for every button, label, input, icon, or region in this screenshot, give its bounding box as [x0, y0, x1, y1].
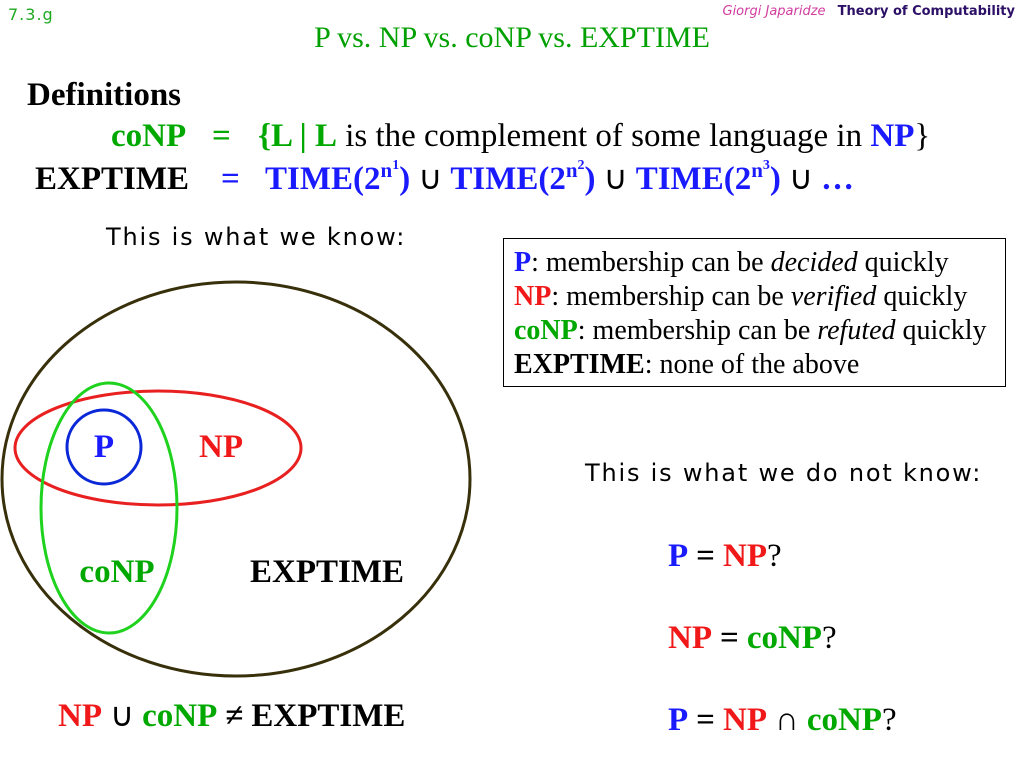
union-symbol: ∪ [603, 161, 628, 197]
union-symbol: ∪ [788, 161, 814, 197]
exponent: n2 [565, 158, 585, 182]
open-question-np-conp: NP = coNP? [668, 620, 837, 656]
course-credit [723, 4, 1016, 20]
conp-definition [258, 120, 930, 153]
open-question-p-np-intersect-conp: P = NP ∩ coNP? [668, 702, 897, 738]
venn-label-conp: coNP [79, 554, 155, 590]
intersection-symbol: ∩ [774, 702, 799, 738]
course-name: Theory of Computability [837, 4, 1015, 19]
venn-label-p: P [93, 429, 115, 465]
conp-class-np: NP [870, 118, 915, 154]
open-question-p-np: P = NP? [668, 538, 782, 574]
definitions-heading: Definitions [27, 77, 182, 113]
exponent: n3 [751, 158, 770, 182]
conp-ellipse [41, 383, 177, 633]
unknown-heading: This is what we do not know: [585, 459, 983, 487]
slide-number: 7.3.g [8, 5, 54, 24]
power: 2 [577, 158, 585, 173]
union-symbol: ∪ [418, 161, 443, 197]
exponent: n1 [380, 158, 400, 182]
time-term: $TIME(2^{n^3})$ [635, 158, 781, 197]
property-line-p: P: membership can be decided quickly [514, 247, 949, 278]
ellipsis: … [821, 161, 855, 197]
conp-term: coNP [111, 118, 187, 154]
property-line-conp: coNP: membership can be refuted quickly [514, 315, 987, 346]
exptime-equals: = [221, 161, 240, 197]
exptime-ellipse [2, 282, 470, 676]
conp-equals: = [212, 118, 231, 154]
class-properties-box [503, 238, 1006, 387]
conp-description: is the complement of some language in [336, 118, 871, 154]
venn-label-np: NP [199, 429, 243, 465]
property-line-np: NP: membership can be verified quickly [514, 281, 968, 312]
np-union-conp-inequality [58, 700, 405, 733]
author-name: Giorgi Japaridze [722, 4, 826, 19]
exptime-definition [265, 158, 855, 197]
slide-title: P vs. NP vs. coNP vs. EXPTIME [314, 21, 710, 54]
venn-label-exptime: EXPTIME [249, 554, 405, 590]
property-line-exptime: EXPTIME: none of the above [514, 349, 860, 380]
not-equal-symbol: ≠ [225, 698, 244, 734]
time-term: $TIME(2^{n^2})$ [450, 158, 596, 197]
conp-set-close: } [914, 118, 931, 154]
conp-set-open: {L | L [258, 118, 337, 154]
inequality-np: NP [58, 698, 102, 734]
known-heading: This is what we know: [106, 223, 407, 251]
inequality-exptime: EXPTIME [251, 698, 406, 734]
np-ellipse [15, 391, 301, 505]
time-term: $TIME(2^{n^1})$ [265, 158, 411, 197]
inequality-conp: coNP [142, 698, 218, 734]
exptime-term: EXPTIME [35, 161, 190, 197]
power: 1 [392, 158, 400, 173]
union-symbol: ∪ [110, 698, 135, 734]
power: 3 [762, 158, 770, 173]
